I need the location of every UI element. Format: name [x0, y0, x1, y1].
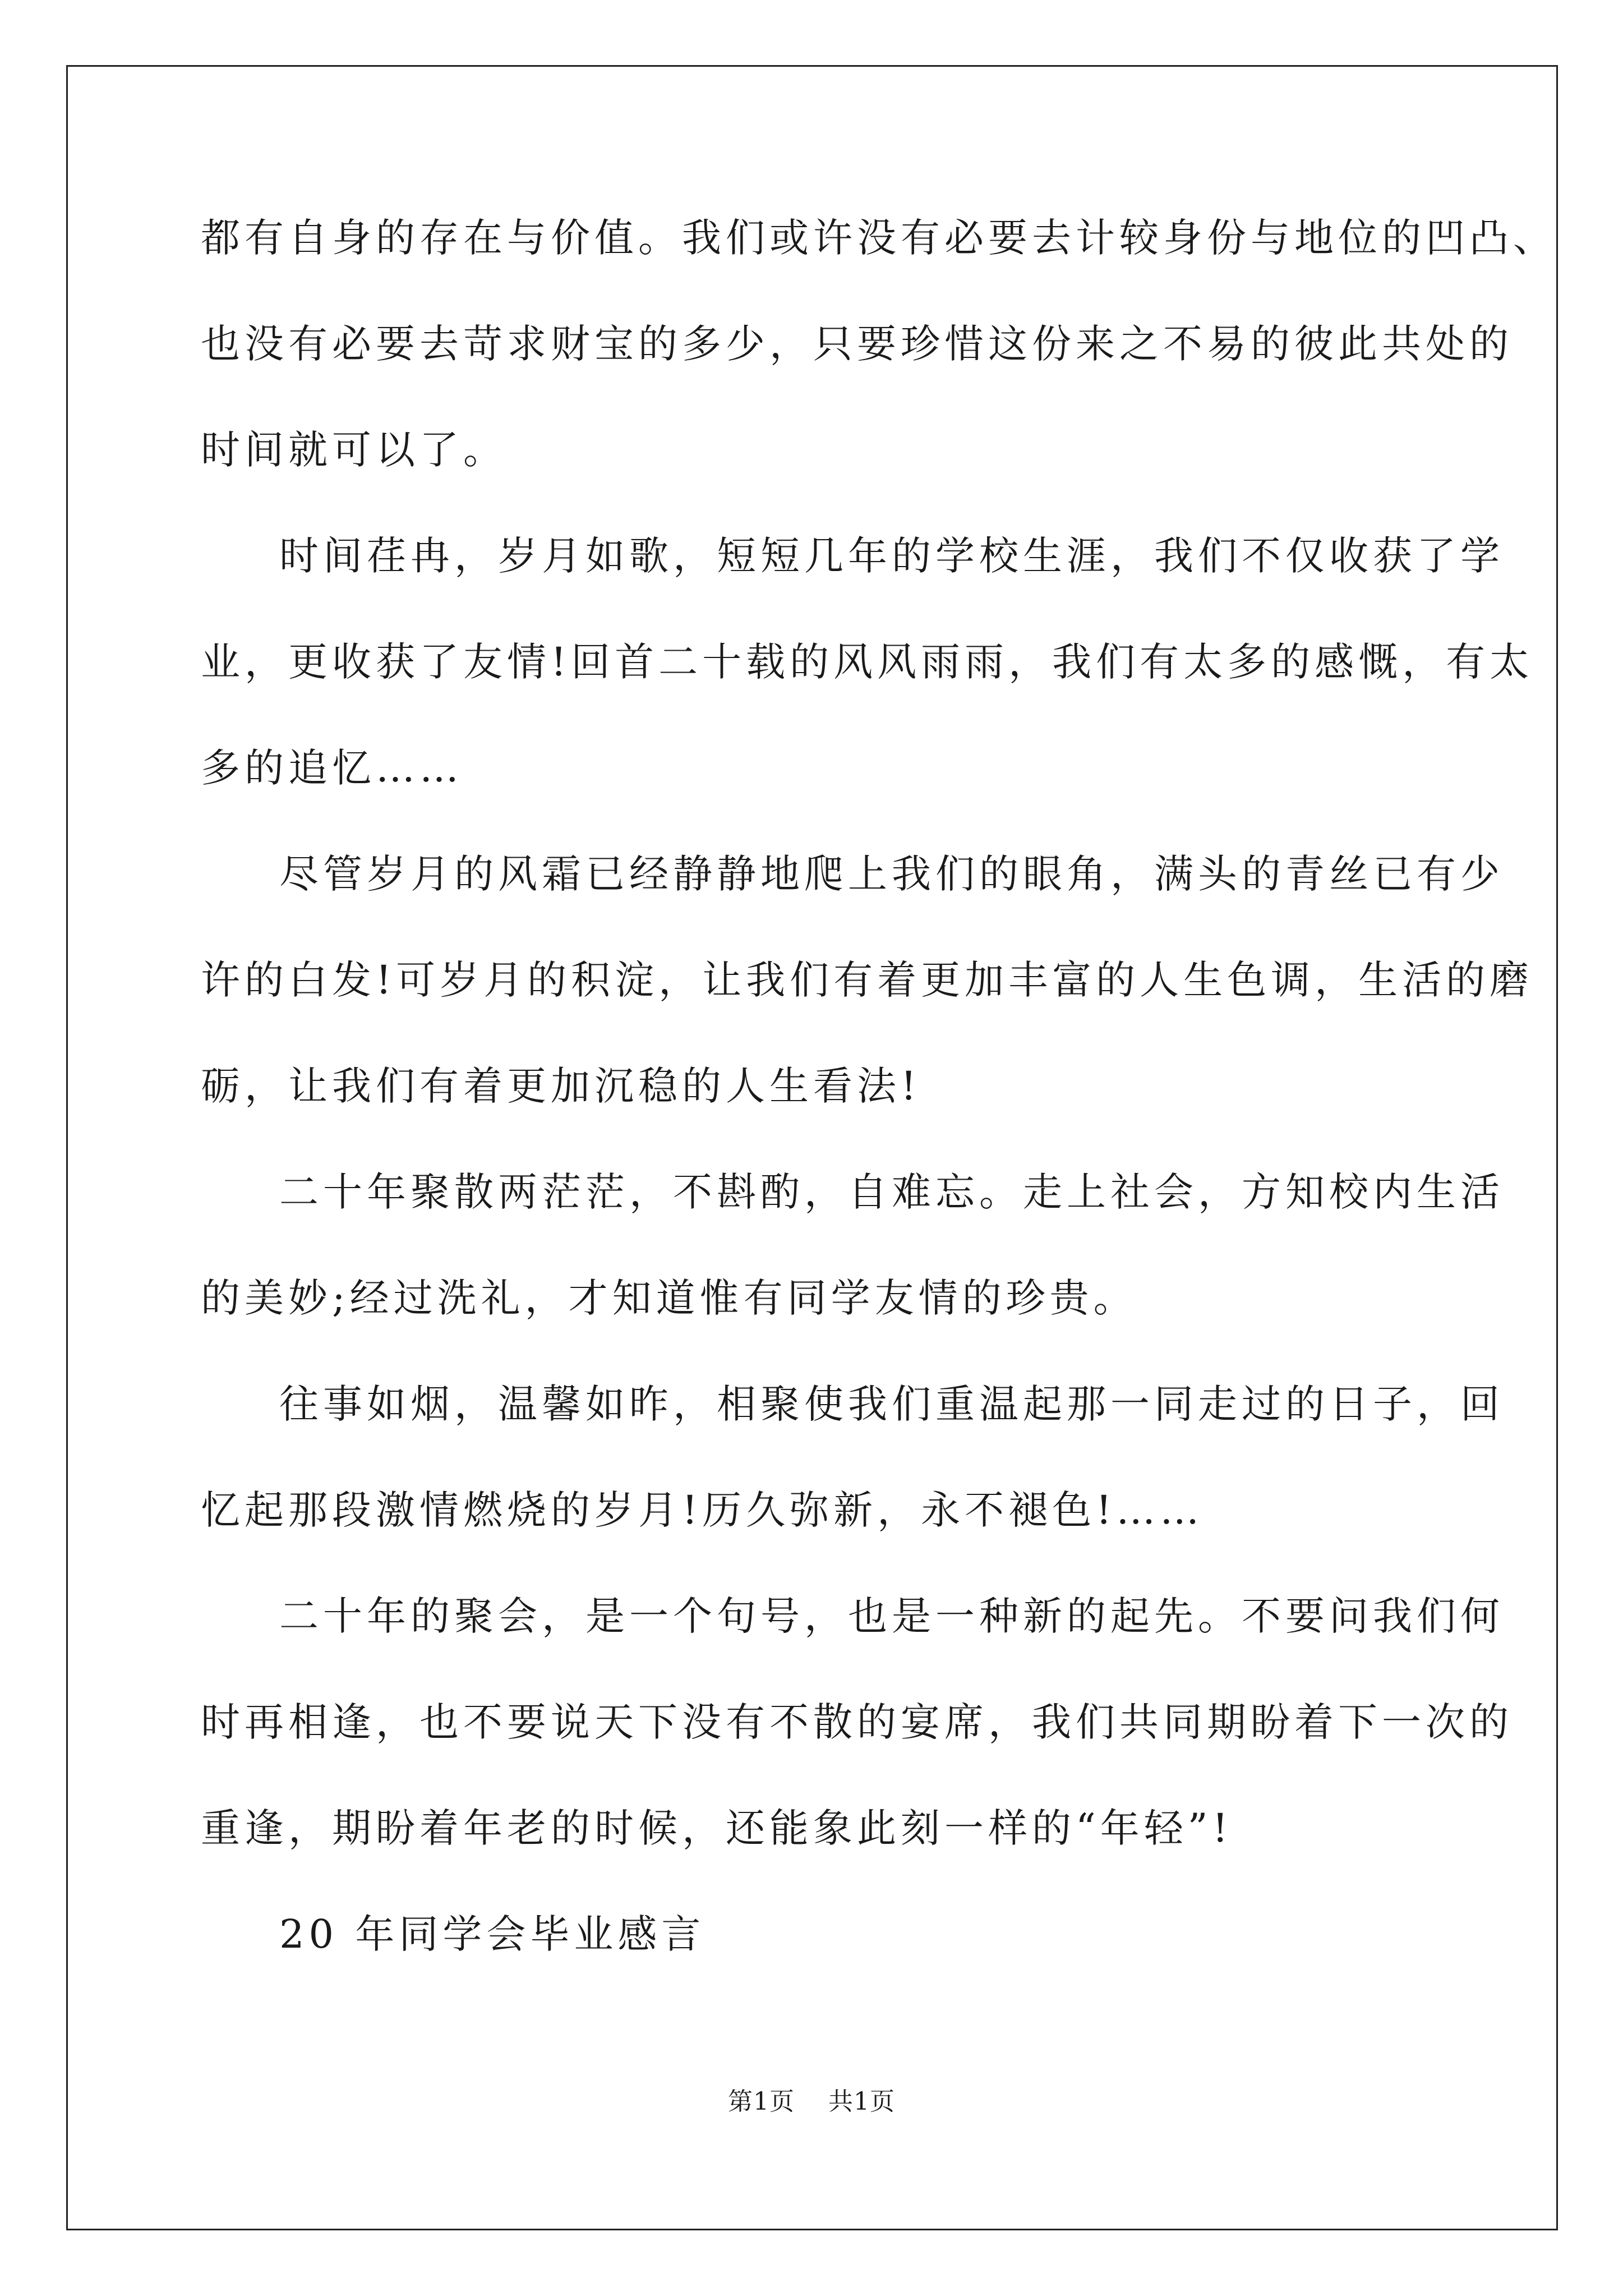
text-line-8: 许的白发!可岁月的积淀，让我们有着更加丰富的人生色调，生活的磨 [201, 957, 1534, 1003]
text-line-10: 二十年聚散两茫茫，不斟酌，自难忘。走上社会，方知校内生活 [279, 1169, 1504, 1215]
text-line-12: 往事如烟，温馨如昨，相聚使我们重温起那一同走过的日子，回 [279, 1381, 1504, 1427]
page-footer [0, 2081, 1623, 2117]
text-line-14: 二十年的聚会，是一个句号，也是一种新的起先。不要问我们何 [279, 1593, 1504, 1639]
text-line-1: 都有自身的存在与价值。我们或许没有必要去计较身份与地位的凹凸、 [201, 215, 1557, 261]
document-body [201, 185, 1557, 1987]
text-line-7: 尽管岁月的风霜已经静静地爬上我们的眼角，满头的青丝已有少 [279, 851, 1504, 897]
text-line-3: 时间就可以了。 [201, 427, 507, 473]
text-line-2: 也没有必要去苛求财宝的多少，只要珍惜这份来之不易的彼此共处的 [201, 321, 1513, 367]
text-line-11: 的美妙;经过洗礼，才知道惟有同学友情的珍贵。 [201, 1275, 1137, 1321]
text-line-6: 多的追忆…… [201, 745, 463, 791]
text-line-4: 时间荏冉，岁月如歌，短短几年的学校生涯，我们不仅收获了学 [279, 533, 1504, 579]
page-number-total: 共1页 [828, 2087, 895, 2116]
text-line-15: 时再相逢，也不要说天下没有不散的宴席，我们共同期盼着下一次的 [201, 1699, 1513, 1745]
text-line-5: 业，更收获了友情!回首二十载的风风雨雨，我们有太多的感慨，有太 [201, 639, 1534, 685]
text-line-17: 20 年同学会毕业感言 [279, 1911, 706, 1957]
page-number-current: 第1页 [728, 2087, 795, 2116]
text-line-9: 砺，让我们有着更加沉稳的人生看法! [201, 1063, 921, 1109]
text-line-13: 忆起那段激情燃烧的岁月!历久弥新，永不褪色!…… [201, 1487, 1204, 1533]
text-line-16: 重逢，期盼着年老的时候，还能象此刻一样的“年轻”! [201, 1805, 1233, 1851]
